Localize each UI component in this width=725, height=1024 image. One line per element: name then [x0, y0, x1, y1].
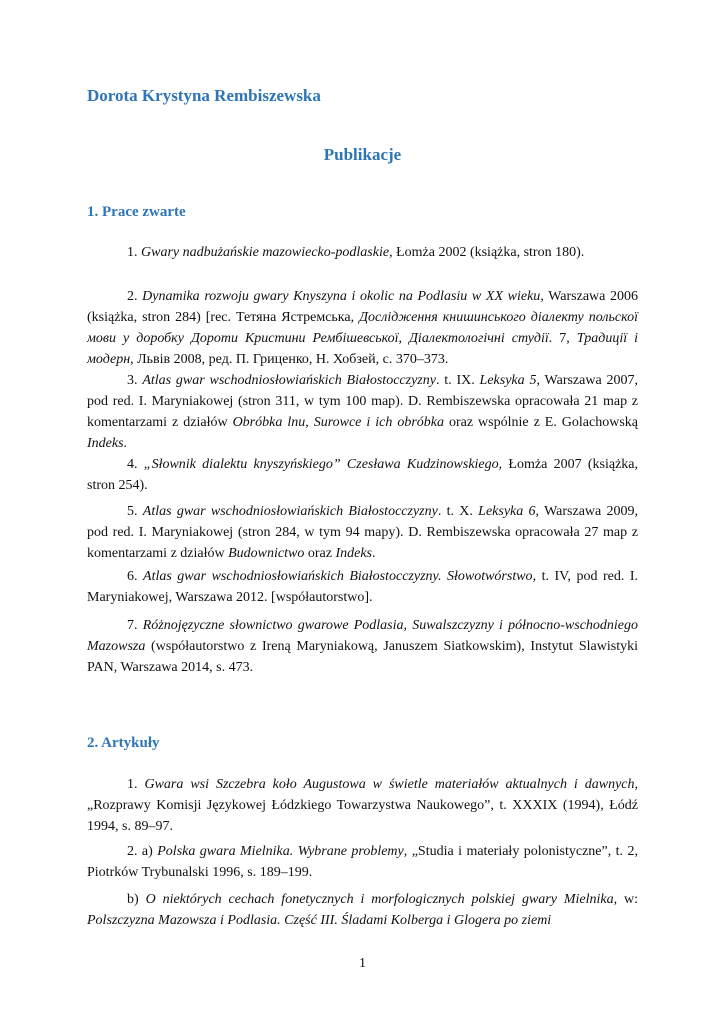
section-name: Budownictwo — [228, 546, 305, 561]
entry-title: Różnojęzyczne słownictwo gwarowe Podlasia, Suwalszczyzny i północno-wschodniego Mazowsza — [87, 618, 639, 654]
entry-details: , „Rozprawy Komisji Językowej Łódzkiego Towarzystwa Naukowego”, t. XXXIX (1994), Łódź 1994, s. 89–97. — [87, 777, 639, 834]
article-entry — [87, 841, 638, 883]
entry-details: , — [398, 331, 410, 346]
section-name: Indeks — [87, 436, 124, 451]
section-name: Obróbka lnu — [232, 415, 306, 430]
entry-details: . 7, — [548, 331, 577, 346]
series-title: Традиції і модерн — [87, 331, 638, 367]
entry-number: 2. — [127, 289, 143, 304]
entry-title: Atlas gwar wschodniosłowiańskich Białostocczyzny — [142, 504, 438, 519]
entry-title: Atlas gwar wschodniosłowiańskich Białostocczyzny. Słowotwórstwo — [143, 569, 533, 584]
entry-details: , Львів 2008, ред. П. Гриценко, Н. Хобзей, с. 370–373. — [130, 352, 449, 367]
review-title: Дослідження книшинського діалекту польскої мови у доробку Дороти Кристини Рембішевської — [87, 310, 638, 346]
entry-details: , — [305, 415, 314, 430]
entry-title: Gwara wsi Szczebra koło Augustowa w świetle materiałów aktualnych i dawnych — [144, 777, 635, 792]
entry-number: 6. — [127, 569, 144, 584]
entry-number: b) — [127, 892, 146, 907]
entry-title: Polska gwara Mielnika. Wybrane problemy — [157, 844, 404, 859]
entry-title: O niektórych cechach fonetycznych i morfologicznych polskiej gwary Mielnika — [145, 892, 614, 907]
entry-title: Dynamika rozwoju gwary Knyszyna i okolic na Podlasiu w XX wieku — [142, 289, 541, 304]
entry-details: , Warszawa 2009, pod red. I. Maryniakowej (stron 284, w tym 94 mapy). D. Rembiszewska opracowała 27 map z komentarzami z działów — [87, 504, 639, 561]
section-heading-artykuly: 2. Artykuły — [87, 735, 160, 751]
entry-details: . — [371, 546, 376, 561]
publication-entry — [87, 454, 638, 496]
entry-number: 1. — [127, 777, 145, 792]
entry-details: , Warszawa 2006 (książka, stron 284) [rec. Тетяна Ястремська, — [87, 289, 639, 325]
section-heading-prace-zwarte: 1. Prace zwarte — [87, 204, 186, 220]
entry-details: , Warszawa 2007, pod red. I. Maryniakowej (stron 311, w tym 100 map). D. Rembiszewska opracowała 21 map z komentarzami z działów — [87, 373, 638, 430]
journal-title: Діалектологічні студії — [409, 331, 549, 346]
page-title: Publikacje — [323, 145, 402, 164]
volume-title: Leksyka 5 — [479, 373, 537, 388]
entry-details: , Łomża 2002 (książka, stron 180). — [389, 245, 585, 260]
entry-details: oraz wspólnie z E. Golachowską — [444, 415, 639, 430]
page-number: 1 — [359, 956, 366, 971]
entry-number: 1. — [127, 245, 141, 260]
article-entry — [87, 774, 638, 837]
publication-entry — [87, 615, 638, 678]
entry-details: (współautorstwo z Ireną Maryniakową, Januszem Siatkowskim), Instytut Slawistyki PAN, Warszawa 2014, s. 473. — [87, 639, 638, 675]
publication-entry — [87, 370, 638, 454]
entry-number: 4. — [127, 457, 144, 472]
entry-title: Gwary nadbużańskie mazowiecko-podlaskie — [141, 245, 390, 260]
entry-details: , t. IV, pod red. I. Maryniakowej, Warszawa 2012. [współautorstwo]. — [87, 569, 638, 605]
entry-details: . — [123, 436, 128, 451]
entry-title: Atlas gwar wschodniosłowiańskich Białostocczyzny — [142, 373, 436, 388]
publication-entry — [87, 501, 638, 564]
section-name: Indeks — [335, 546, 372, 561]
publication-entry — [87, 286, 638, 370]
entry-details: . t. X. — [437, 504, 479, 519]
author-name: Dorota Krystyna Rembiszewska — [87, 86, 321, 105]
entry-details: , „Studia i materiały polonistyczne”, t. 2, Piotrków Trybunalski 1996, s. 189–199. — [87, 844, 638, 880]
entry-details: . t. IX. — [435, 373, 480, 388]
entry-number: 7. — [127, 618, 143, 633]
entry-details: , Łomża 2007 (książka, stron 254). — [87, 457, 638, 493]
publication-entry — [87, 242, 638, 263]
entry-number: 5. — [127, 504, 143, 519]
entry-details: , w: — [613, 892, 639, 907]
entry-number: 3. — [127, 373, 143, 388]
entry-title: „Słownik dialektu knyszyńskiego” Czesława Kudzinowskiego — [143, 457, 499, 472]
entry-number: 2. a) — [127, 844, 158, 859]
section-name: Surowce i ich obróbka — [313, 415, 444, 430]
volume-title: Leksyka 6 — [478, 504, 536, 519]
entry-details: oraz — [304, 546, 336, 561]
article-entry — [87, 889, 638, 931]
publication-entry — [87, 566, 638, 608]
book-title: Polszczyzna Mazowsza i Podlasia. Część III. Śladami Kolberga i Glogera po ziemi — [87, 913, 552, 928]
